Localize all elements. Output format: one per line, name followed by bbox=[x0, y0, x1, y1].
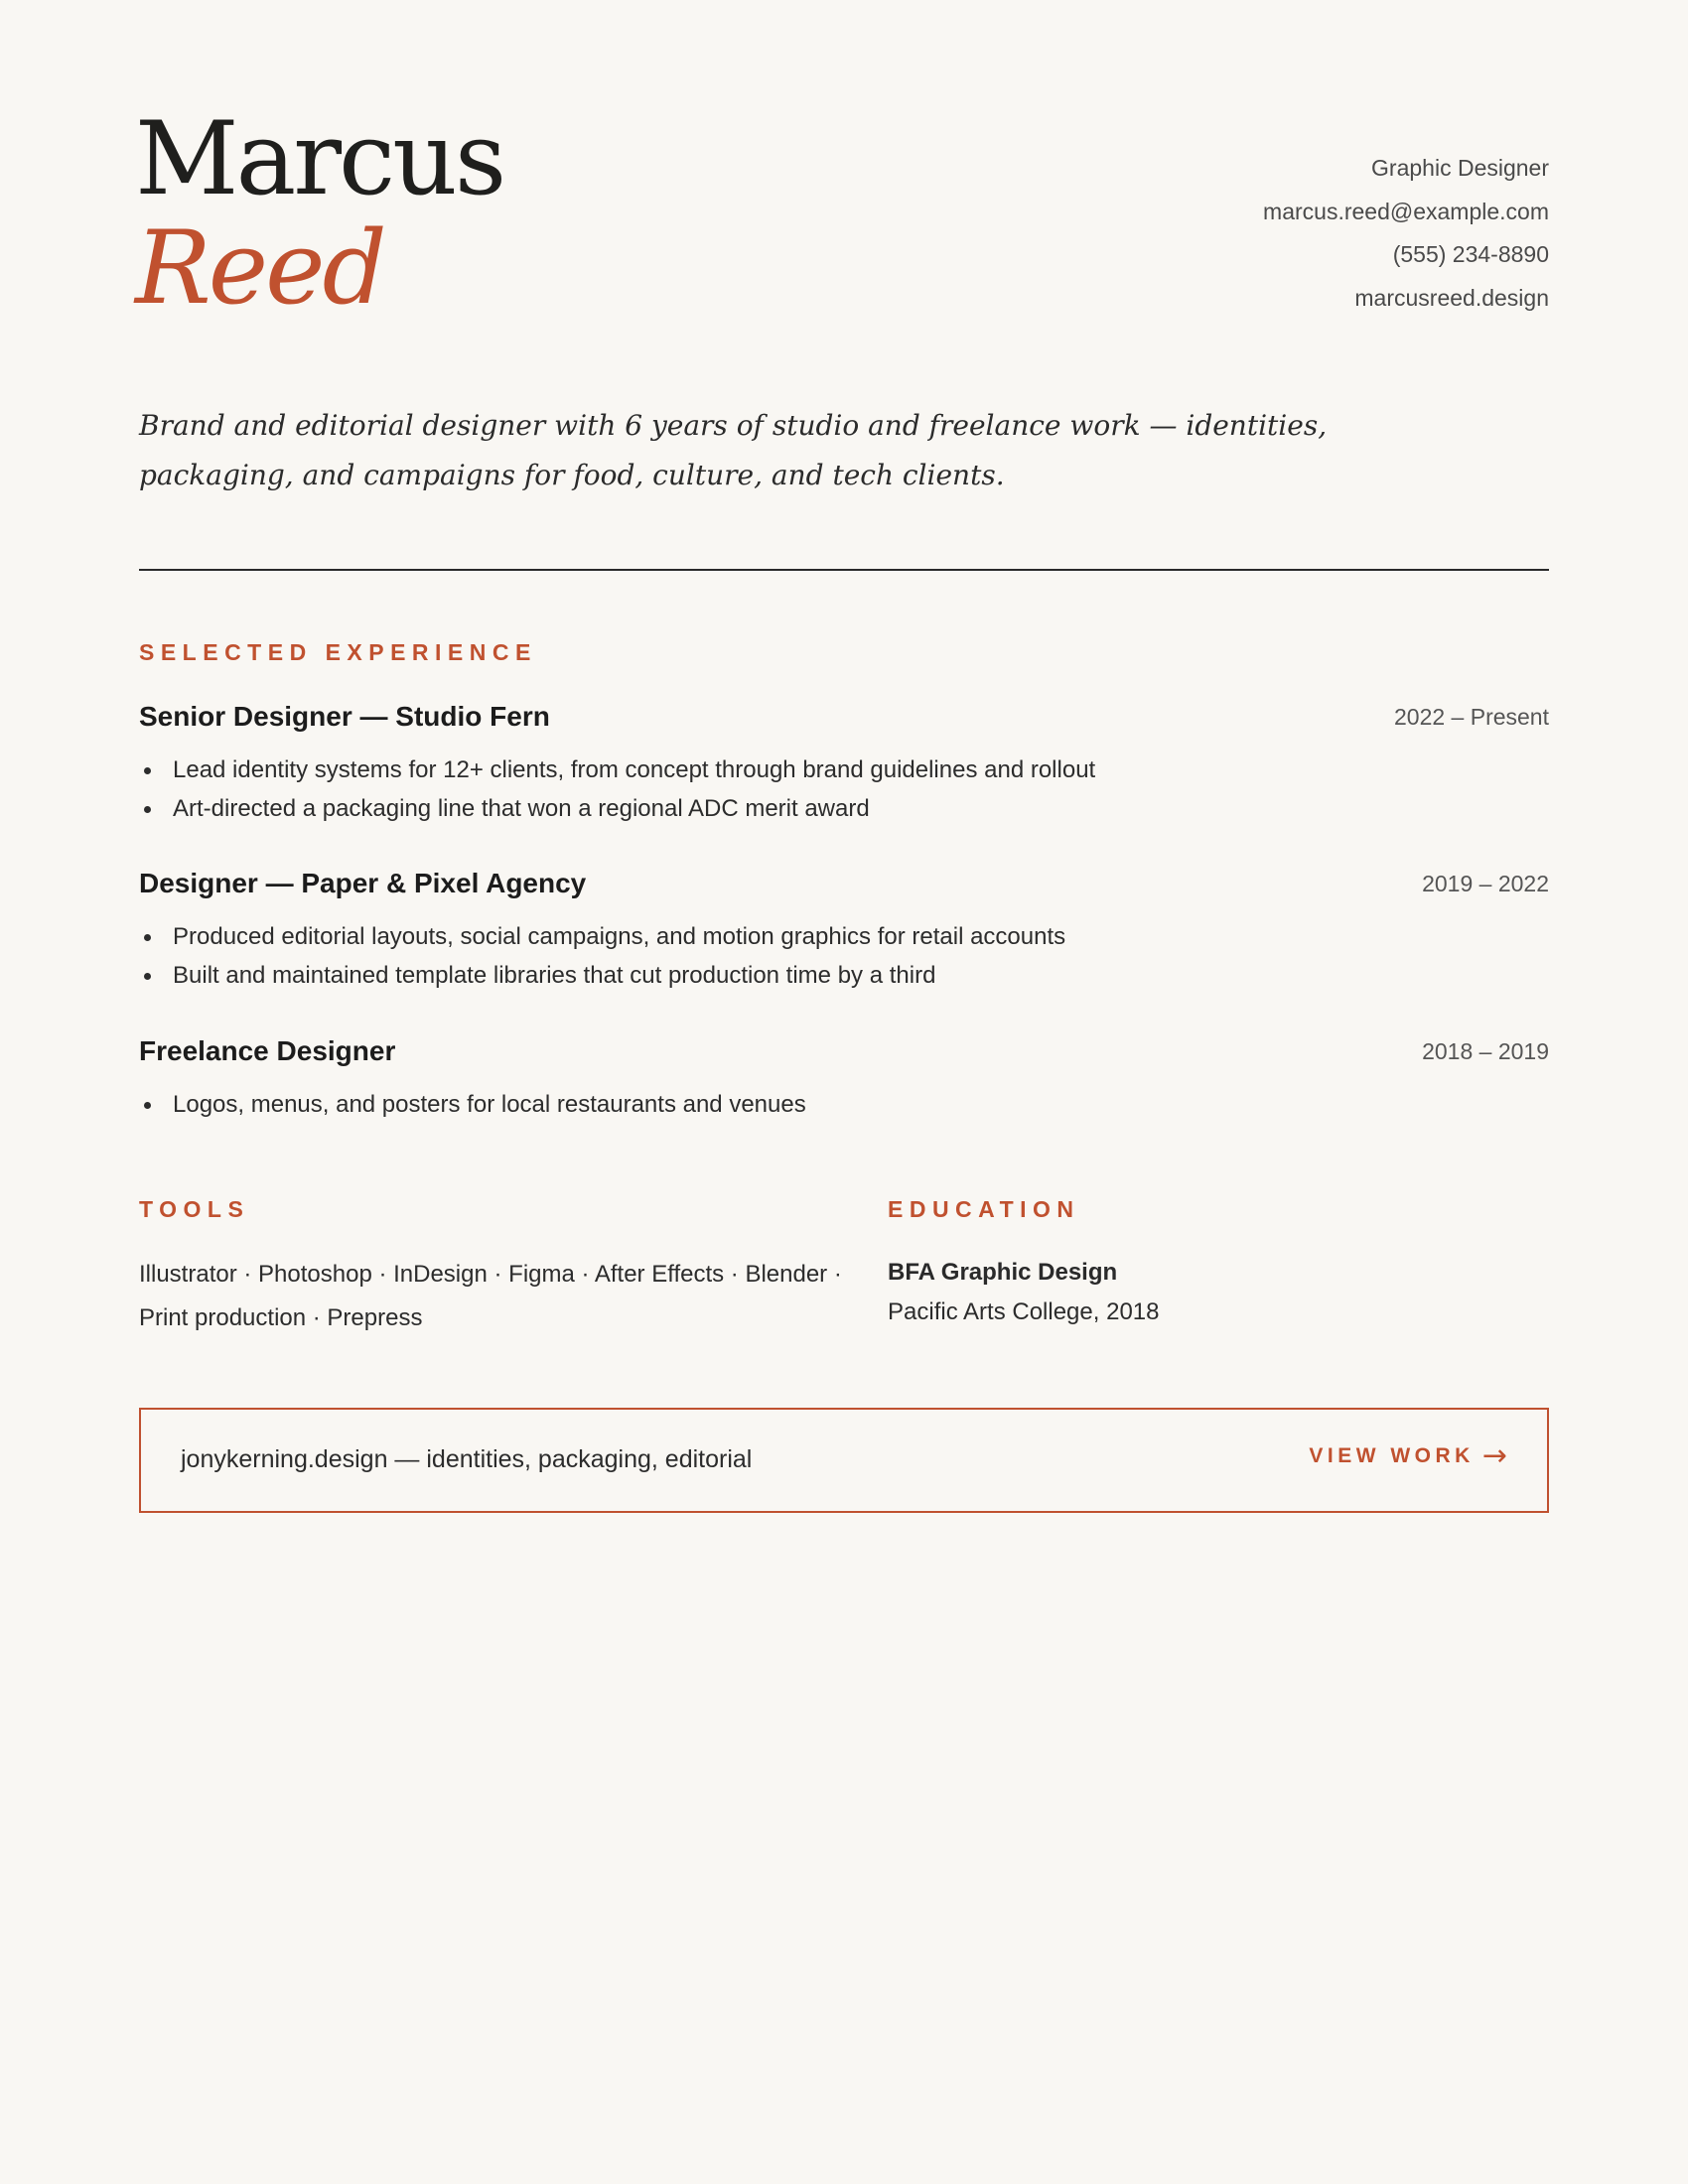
job-bullets bbox=[139, 751, 1095, 828]
phone-number: (555) 234-8890 bbox=[1392, 241, 1549, 267]
list-item bbox=[139, 1085, 806, 1124]
section-divider bbox=[139, 569, 1549, 571]
bullet-text: Art-directed a packaging line that won a regional ADC merit award bbox=[173, 795, 870, 822]
job-title-label: Graphic Designer bbox=[1371, 155, 1549, 181]
first-name: Marcus bbox=[135, 100, 504, 218]
contact-block bbox=[1263, 147, 1549, 320]
summary-text: Brand and editorial designer with 6 years of studio and freelance work — identities, packaging, and campaigns for food, culture, and tech clients. bbox=[139, 409, 1328, 491]
job-bullets bbox=[139, 917, 1065, 995]
bullet-icon bbox=[144, 934, 151, 941]
job-dates: 2018 – 2019 bbox=[1422, 1038, 1549, 1064]
website-link[interactable]: marcusreed.design bbox=[1354, 284, 1549, 311]
bullet-text: Lead identity systems for 12+ clients, from concept through brand guidelines and rollout bbox=[173, 756, 1096, 783]
bullet-icon bbox=[144, 973, 151, 980]
experience-heading: SELECTED EXPERIENCE bbox=[139, 639, 537, 665]
view-work-button[interactable] bbox=[1309, 1438, 1507, 1473]
last-name: Reed bbox=[135, 209, 384, 328]
education-school: Pacific Arts College, 2018 bbox=[888, 1298, 1160, 1325]
resume-header bbox=[135, 0, 1549, 377]
tools-list: Illustrator · Photoshop · InDesign · Figma · After Effects · Blender · Print production · Prepress bbox=[139, 1261, 842, 1331]
job-bullets bbox=[139, 1085, 806, 1124]
list-item bbox=[139, 789, 1095, 828]
email-link[interactable]: marcus.reed@example.com bbox=[1263, 198, 1549, 224]
list-item bbox=[139, 751, 1095, 789]
bullet-icon bbox=[144, 806, 151, 813]
view-work-label: VIEW WORK bbox=[1309, 1444, 1475, 1467]
list-item bbox=[139, 917, 1065, 956]
job-dates: 2022 – Present bbox=[1393, 704, 1549, 730]
tools-heading: TOOLS bbox=[139, 1196, 250, 1222]
job-title: Freelance Designer bbox=[139, 1035, 396, 1066]
bullet-text: Built and maintained template libraries that cut production time by a third bbox=[173, 962, 936, 989]
education-heading: EDUCATION bbox=[888, 1196, 1080, 1222]
bullet-text: Produced editorial layouts, social campaigns, and motion graphics for retail accounts bbox=[173, 923, 1066, 950]
resume-page bbox=[135, 0, 1549, 1473]
list-item bbox=[139, 956, 1065, 995]
bullet-text: Logos, menus, and posters for local restaurants and venues bbox=[173, 1091, 806, 1118]
portfolio-banner bbox=[139, 1408, 1549, 1513]
education-degree: BFA Graphic Design bbox=[888, 1259, 1118, 1286]
arrow-right-icon: → bbox=[1481, 1438, 1507, 1473]
bullet-icon bbox=[144, 1102, 151, 1109]
portfolio-text: jonykerning.design — identities, packaging, editorial bbox=[181, 1445, 753, 1473]
job-title: Designer — Paper & Pixel Agency bbox=[139, 868, 587, 898]
job-dates: 2019 – 2022 bbox=[1422, 871, 1549, 896]
job-title: Senior Designer — Studio Fern bbox=[139, 701, 550, 732]
bullet-icon bbox=[144, 767, 151, 774]
